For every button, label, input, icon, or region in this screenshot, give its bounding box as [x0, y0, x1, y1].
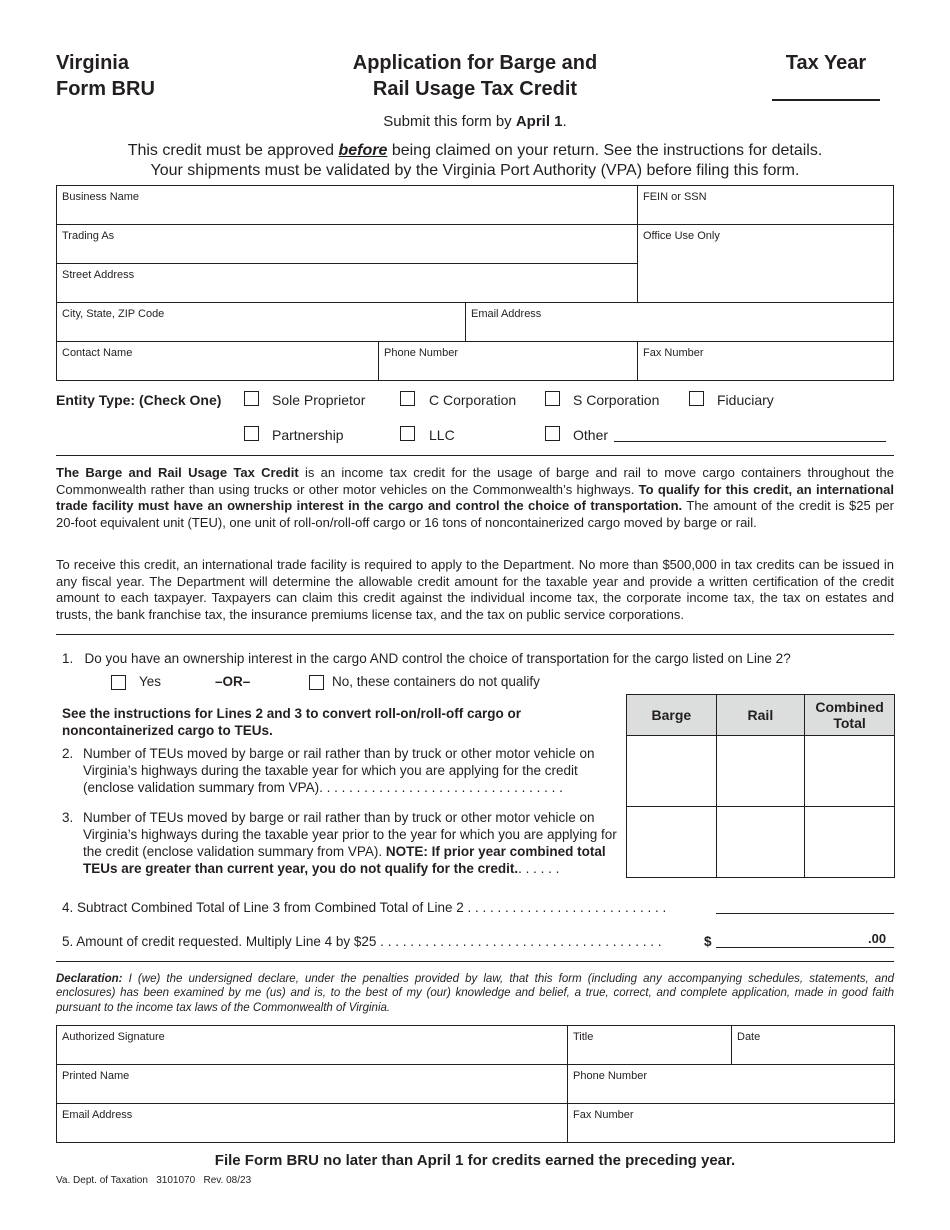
yes-checkbox[interactable]	[111, 675, 126, 690]
authorized-signature-field[interactable]	[56, 1025, 568, 1065]
s-corporation-checkbox[interactable]	[545, 391, 560, 406]
trading-as-label: Trading As	[62, 230, 115, 242]
intro-text	[0, 141, 950, 181]
line-3-rail-input[interactable]	[716, 807, 805, 878]
submit-suffix: .	[562, 113, 567, 130]
partnership-checkbox[interactable]	[244, 426, 259, 441]
yes-label: Yes	[139, 674, 162, 689]
divider	[56, 634, 894, 635]
line-5-text: 5. Amount of credit requested. Multiply Line 4 by $25 . . . . . . . . . . . . . . . . . . . . . . . . . . . . . . . . . . . . . .	[62, 934, 662, 949]
line-3-text: Number of TEUs moved by barge or rail rather than by truck or other motor vehicle on Virginia’s highways during the taxable year prior to the year for which you are applying for the credit (enclose validation summary from VPA).	[83, 810, 617, 859]
line-3-note: NOTE: If prior year combined total TEUs are greater than current year, you do not qualify for the credit.	[83, 844, 606, 876]
line-4-text: 4. Subtract Combined Total of Line 3 from Combined Total of Line 2 . . . . . . . . . . . . . . . . . . . . . . . . . . .	[62, 900, 667, 915]
state-name: Virginia	[56, 52, 129, 74]
signer-phone-field[interactable]	[567, 1064, 895, 1104]
date-label: Date	[737, 1031, 761, 1043]
line-3-combined-input[interactable]	[805, 807, 895, 878]
line-3-content	[83, 809, 617, 877]
line-2-combined-input[interactable]	[805, 736, 895, 807]
printed-name-label: Printed Name	[62, 1070, 130, 1082]
title-line-2: Rail Usage Tax Credit	[372, 78, 578, 100]
filing-deadline: File Form BRU no later than April 1 for credits earned the preceding year.	[214, 1152, 736, 1169]
no-checkbox[interactable]	[309, 675, 324, 690]
form-title	[300, 50, 650, 102]
no-label: No, these containers do not qualify	[332, 674, 540, 689]
contact-name-label: Contact Name	[62, 347, 133, 359]
other-entity-input[interactable]	[614, 441, 886, 442]
form-number: Form BRU	[56, 78, 155, 100]
email-address-field[interactable]	[465, 302, 894, 342]
phone-number-label: Phone Number	[384, 347, 458, 359]
partnership-label: Partnership	[272, 427, 344, 443]
authorized-signature-label: Authorized Signature	[62, 1031, 165, 1043]
title-line-1: Application for Barge and	[352, 52, 598, 74]
declaration	[56, 972, 894, 1015]
intro-line-1-prefix: This credit must be approved	[127, 142, 339, 159]
line-2-rail-input[interactable]	[716, 736, 805, 807]
line-2-text: Number of TEUs moved by barge or rail rather than by truck or other motor vehicle on Virginia’s highways during the taxable year for which you are applying for the credit (enclose validation summary from VPA). . . . . . . . . . . . . . . . . . . . . . . . . . . . . . . . .	[83, 746, 595, 795]
tax-year-label: Tax Year	[785, 52, 867, 74]
office-use-only-label: Office Use Only	[643, 230, 720, 242]
office-use-only-box	[637, 224, 894, 303]
line-2	[62, 745, 617, 796]
line-5-cents: .00	[868, 931, 887, 946]
c-corporation-checkbox[interactable]	[400, 391, 415, 406]
credit-name: The Barge and Rail Usage Tax Credit	[56, 465, 299, 480]
declaration-label: Declaration:	[56, 973, 123, 985]
line-3	[62, 809, 617, 877]
line-4-input[interactable]	[716, 913, 894, 914]
llc-label: LLC	[429, 427, 455, 443]
question-1-text: Do you have an ownership interest in the cargo AND control the choice of transportation for the cargo listed on Line 2?	[84, 651, 791, 666]
llc-checkbox[interactable]	[400, 426, 415, 441]
intro-line-1	[0, 141, 950, 161]
line-3-dots: . . . . . .	[518, 861, 560, 876]
teu-table	[626, 694, 895, 878]
signer-email-field[interactable]	[56, 1103, 568, 1143]
printed-name-field[interactable]	[56, 1064, 568, 1104]
intro-emphasis: before	[338, 142, 388, 159]
sole-proprietor-checkbox[interactable]	[244, 391, 259, 406]
other-label: Other	[573, 427, 609, 443]
barge-header: Barge	[627, 695, 717, 736]
fiduciary-label: Fiduciary	[717, 392, 774, 408]
email-address-label: Email Address	[471, 308, 542, 320]
application-description: To receive this credit, an international trade facility is required to apply to the Department. No more than $500,000 in tax credits can be issued in any fiscal year. The Department will determine the allowable credit amount for the taxable year and provide a written certification of the credit amount to each taxpayer. Taxpayers can claim this credit against the individual income tax, the corporate income tax, the tax on estates and trusts, the bank franchise tax, the insurance premiums license tax, and the tax on public service corporations.	[56, 557, 894, 622]
signer-email-label: Email Address	[62, 1109, 133, 1121]
sole-proprietor-label: Sole Proprietor	[272, 392, 366, 408]
credit-description	[56, 465, 894, 531]
contact-name-field[interactable]	[56, 341, 379, 381]
combined-total-header	[805, 695, 895, 736]
line-2-barge-input[interactable]	[627, 736, 717, 807]
conversion-instructions: See the instructions for Lines 2 and 3 to convert roll-on/roll-off cargo or noncontainerized cargo to TEUs.	[62, 706, 522, 738]
qualification-requirement: To qualify for this credit, an international trade facility must have an ownership interest in the cargo and control the choice of transportation.	[56, 481, 894, 514]
fiduciary-checkbox[interactable]	[689, 391, 704, 406]
signer-fax-label: Fax Number	[573, 1109, 634, 1121]
city-state-zip-field[interactable]	[56, 302, 466, 342]
fax-number-field[interactable]	[637, 341, 894, 381]
entity-type-label: Entity Type: (Check One)	[56, 392, 222, 408]
line-5-input[interactable]	[716, 947, 894, 948]
line-3-barge-input[interactable]	[627, 807, 717, 878]
street-address-field[interactable]	[56, 263, 638, 303]
line-5-dollar-sign: $	[704, 934, 712, 949]
question-1	[62, 651, 791, 666]
declaration-text: I (we) the undersigned declare, under the penalties provided by law, that this form (including any accompanying schedules, statements, and enclosures) has been examined by me (us) and is, to the best of my (our) knowledge and belief, a true, correct, and complete application, made in good faith pursuant to the income tax laws of the Commonwealth of Virginia.	[56, 973, 894, 1014]
fein-ssn-field[interactable]	[637, 185, 894, 225]
title-field[interactable]	[567, 1025, 732, 1065]
intro-line-1-suffix: being claimed on your return. See the instructions for details.	[387, 142, 823, 159]
intro-line-2: Your shipments must be validated by the Virginia Port Authority (VPA) before filing this form.	[150, 162, 800, 179]
c-corporation-label: C Corporation	[429, 392, 517, 408]
form-identifier	[56, 50, 155, 102]
s-corporation-label: S Corporation	[573, 392, 660, 408]
credit-description-text-1: is an income tax credit for the usage of barge and rail to move cargo containers throughout the Commonwealth rather than using trucks or other motor vehicles on the Commonwealth’s highways.	[56, 465, 894, 497]
divider	[56, 961, 894, 962]
city-state-zip-label: City, State, ZIP Code	[62, 308, 165, 320]
fax-number-label: Fax Number	[643, 347, 704, 359]
tax-year-field[interactable]	[772, 99, 880, 101]
credit-description-text-2: The amount of the credit is $25 per 20-foot equivalent unit (TEU), one unit of roll-on/roll-off cargo or 16 tons of noncontainerized cargo moved by barge or rail.	[56, 498, 894, 530]
form-id: Va. Dept. of Taxation 3101070 Rev. 08/23	[56, 1175, 252, 1186]
line-2-number: 2.	[62, 746, 74, 761]
combined-header-line-1: Combined	[815, 699, 884, 715]
submit-deadline	[0, 113, 950, 130]
business-name-field[interactable]	[56, 185, 638, 225]
other-checkbox[interactable]	[545, 426, 560, 441]
title-label: Title	[573, 1031, 594, 1043]
question-1-number: 1.	[62, 651, 74, 666]
business-name-label: Business Name	[62, 191, 140, 203]
rail-header: Rail	[716, 695, 805, 736]
fein-ssn-label: FEIN or SSN	[643, 191, 707, 203]
combined-header-line-2: Total	[833, 715, 866, 731]
line-3-number: 3.	[62, 810, 74, 825]
phone-number-field[interactable]	[378, 341, 638, 381]
submit-prefix: Submit this form by	[383, 113, 516, 130]
date-field[interactable]	[731, 1025, 895, 1065]
signer-phone-label: Phone Number	[573, 1070, 647, 1082]
signer-fax-field[interactable]	[567, 1103, 895, 1143]
trading-as-field[interactable]	[56, 224, 638, 264]
street-address-label: Street Address	[62, 269, 135, 281]
or-label: –OR–	[215, 674, 251, 689]
submit-date: April 1	[515, 113, 563, 130]
divider	[56, 455, 894, 456]
